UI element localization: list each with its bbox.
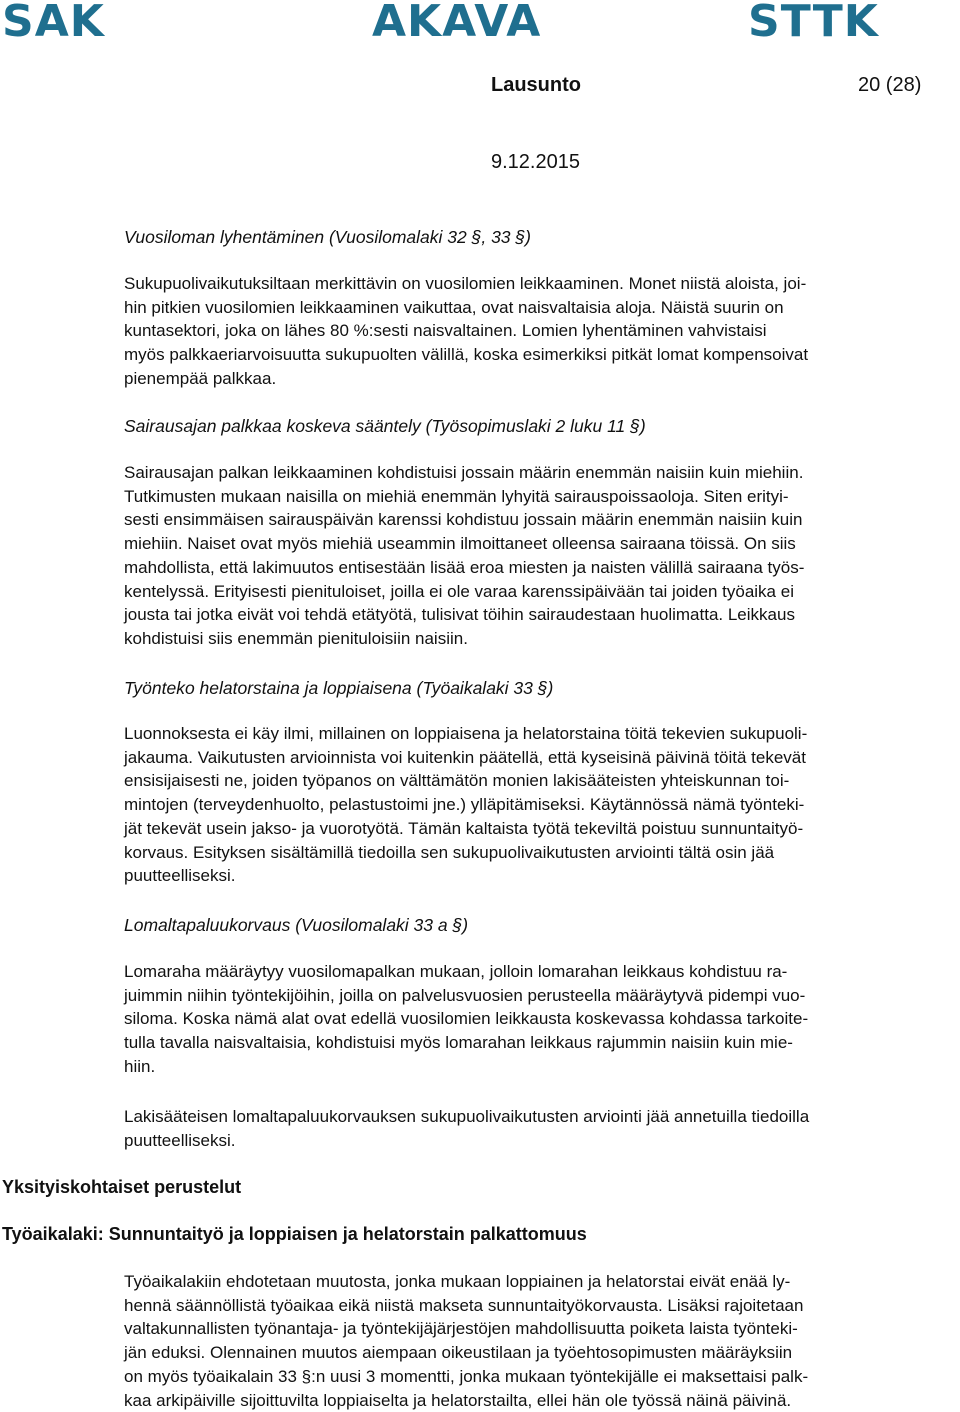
section-paragraph-lomaraha [124, 960, 960, 1079]
text-line: kohdistuisi siis enemmän pienituloisiin naisiin. [124, 628, 468, 648]
text-line: ensisijaisesti ne, joiden työpanos on välttämätön monien lakisääteisten yhteiskunnan toi- [124, 771, 790, 791]
logo-sak: SAK [2, 0, 105, 47]
section-heading-tyonteko-pyhina: Työnteko helatorstaina ja loppiaisena (Työaikalaki 33 §) [124, 678, 554, 698]
text-line: jakauma. Vaikutusten arvioinnista voi kuitenkin päätellä, että kyseisinä päivinä töitä tekevät [124, 747, 806, 767]
text-line: valtakunnallisten työnantaja- ja työntekijäjärjestöjen mahdollisuutta poiketa laista työnteki- [124, 1319, 798, 1339]
logo-sttk: STTK [748, 0, 879, 47]
text-line: sesti ensimmäisen sairauspäivän karenssi kohdistuu jossain määrin enemmän naisiin kuin [124, 510, 803, 530]
text-line: hin pitkien vuosilomien leikkaaminen vaikuttaa, ovat naisvaltaisia aloja. Näistä suurin on [124, 297, 784, 317]
text-line: Sairausajan palkan leikkaaminen kohdistuisi jossain määrin enemmän naisiin kuin miehiin. [124, 463, 804, 482]
detail-subheading: Työaikalaki: Sunnuntaityö ja loppiaisen ja helatorstain palkattomuus [2, 1224, 587, 1244]
text-line: mahdollista, että lakimuutos entisestään lisää eroa miesten ja naisten välillä sairaana työs- [124, 557, 805, 577]
text-line: kuntasektori, joka on lähes 80 %:sesti naisvaltainen. Lomien lyhentäminen vahvistaisi [124, 321, 767, 341]
text-line: jän eduksi. Olennainen muutos aiempaan oikeustilaan ja työehtosopimusten määräyksiin [124, 1343, 793, 1363]
text-line: Tutkimusten mukaan naisilla on miehiä enemmän lyhyitä sairauspoissaoloja. Siten erityi- [124, 486, 789, 506]
text-line: myös palkkaeriarvoisuutta sukupuolten välillä, koska esimerkiksi pitkät lomat kompensoivat [124, 345, 809, 365]
document-type: Lausunto [491, 74, 581, 96]
section-heading-vuosiloma: Vuosiloman lyhentäminen (Vuosilomalaki 32 §, 33 §) [124, 227, 531, 247]
section-heading-sairausajan-palkka: Sairausajan palkkaa koskeva sääntely (Työsopimuslaki 2 luku 11 §) [124, 416, 646, 436]
logo-akava: AKAVA [372, 0, 542, 47]
text-line: kaa arkipäiville sijoittuvilta loppiaiselta ja helatorstailta, ellei hän ole työssä näinä päivinä. [124, 1390, 792, 1410]
section-heading-lomaltapaluukorvaus: Lomaltapaluukorvaus (Vuosilomalaki 33 a §) [124, 915, 469, 935]
text-line: hiin. [124, 1056, 156, 1076]
text-line: puutteelliseksi. [124, 1130, 236, 1150]
section-paragraph-lomaltapaluu-arviointi [124, 1105, 960, 1152]
text-line: on myös työaikalain 33 §:n uusi 3 momentti, jonka mukaan työntekijälle ei maksettaisi palk- [124, 1366, 809, 1386]
text-line: juimmin niihin työntekijöihin, joilla on palvelusvuosien perusteella määräytyvä pidempi vuo- [124, 985, 806, 1005]
text-line: pienempää palkkaa. [124, 368, 277, 388]
text-line: miehiin. Naiset ovat myös miehiä useammin ilmoittaneet olleensa sairaana töissä. On siis [124, 534, 796, 554]
text-line: jousta tai jotka eivät voi tehdä etätyötä, tulisivat töihin sairaudestaan huolimatta. Leikkaus [124, 605, 795, 625]
detail-paragraph [124, 1270, 960, 1412]
text-line: kentelyssä. Erityisesti pienituloiset, joilla ei ole varaa karenssipäivään tai joiden työaika ei [124, 581, 794, 601]
text-line: puutteelliseksi. [124, 866, 236, 886]
text-line: mintojen (terveydenhuolto, pelastustoimi jne.) ylläpitämiseksi. Käytännössä nämä työnteki- [124, 795, 805, 815]
text-line: tulla tavalla naisvaltaisia, kohdistuisi myös lomarahan leikkaus rajummin naisiin kuin mie- [124, 1033, 793, 1053]
text-line: jät tekevät usein jakso- ja vuorotyötä. Tämän kaltaista työtä tekeviltä poistuu sunnuntaityö- [124, 818, 804, 838]
text-line: hennä säännöllistä työaikaa eikä niistä makseta sunnuntaityökorvausta. Lisäksi rajoitetaan [124, 1295, 804, 1315]
document-date: 9.12.2015 [491, 151, 580, 173]
section-paragraph-vuosiloma [124, 272, 960, 391]
section-paragraph-tyonteko-pyhina [124, 722, 960, 888]
text-line: Lakisääteisen lomaltapaluukorvauksen sukupuolivaikutusten arviointi jää annetuilla tiedoilla [124, 1107, 810, 1126]
text-line: Lomaraha määräytyy vuosilomapalkan mukaan, jolloin lomarahan leikkaus kohdistuu ra- [124, 962, 788, 981]
detail-heading: Yksityiskohtaiset perustelut [2, 1177, 242, 1197]
text-line: Sukupuolivaikutuksiltaan merkittävin on vuosilomien leikkaaminen. Monet niistä aloista, joi- [124, 274, 807, 293]
text-line: korvaus. Esityksen sisältämillä tiedoilla sen sukupuolivaikutusten arviointi tältä osin jää [124, 842, 775, 862]
page-number: 20 (28) [858, 74, 922, 96]
section-paragraph-sairausajan-palkka [124, 461, 960, 651]
text-line: Luonnoksesta ei käy ilmi, millainen on loppiaisena ja helatorstaina töitä tekevien sukupuoli- [124, 724, 808, 743]
text-line: Työaikalakiin ehdotetaan muutosta, jonka mukaan loppiainen ja helatorstai eivät enää ly- [124, 1272, 791, 1291]
text-line: siloma. Koska nämä alat ovat edellä vuosilomien leikkausta koskevassa kohdassa tarkoite- [124, 1009, 809, 1029]
